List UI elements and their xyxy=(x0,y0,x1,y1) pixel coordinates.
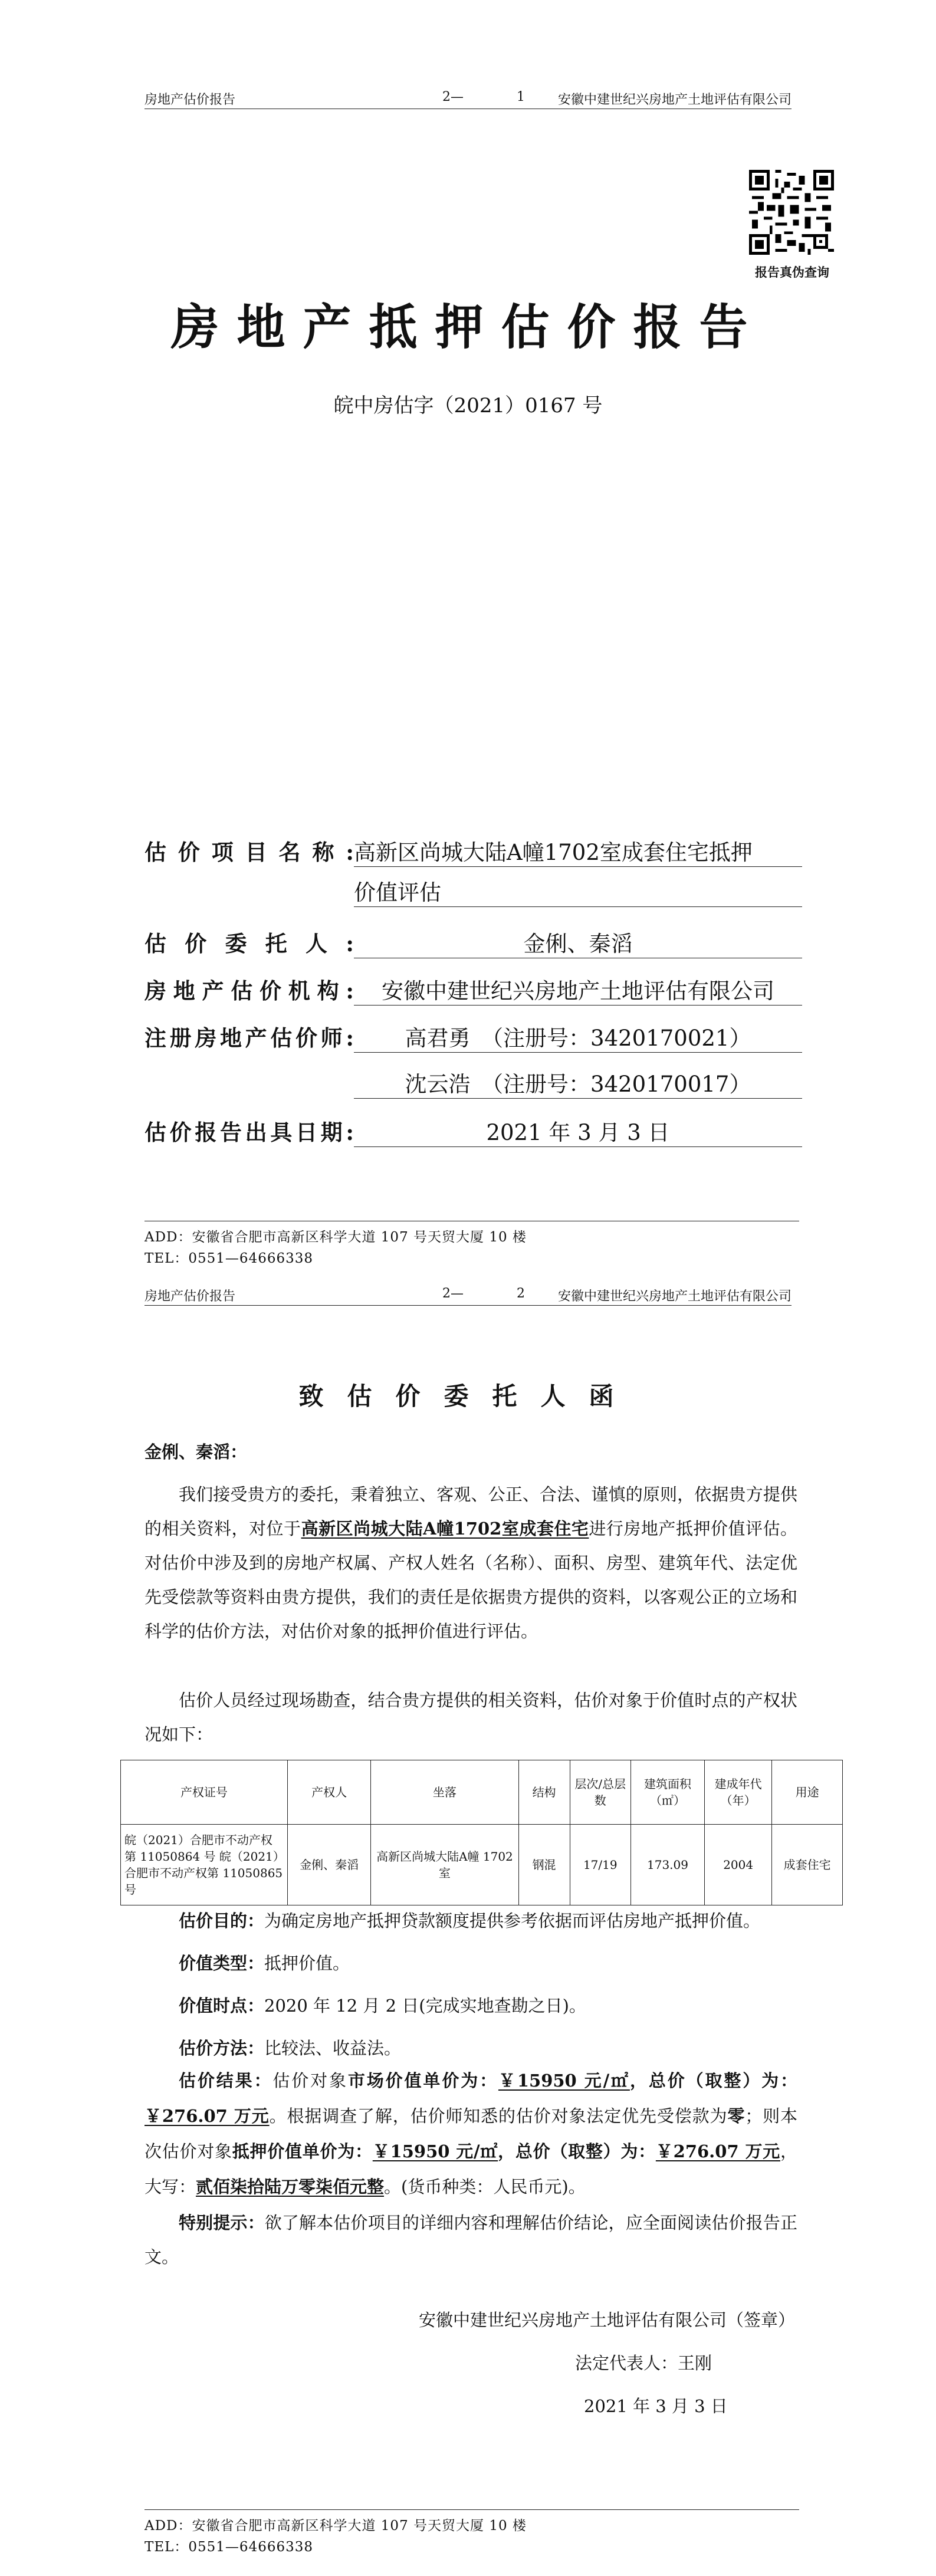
table-header-row xyxy=(121,1760,843,1825)
field-project xyxy=(144,834,802,867)
signature-date: 2021 年 3 月 3 日 xyxy=(584,2396,728,2416)
header-right: 安徽中建世纪兴房地产土地评估有限公司 xyxy=(557,93,792,107)
date-label: 估价报告出具日期: xyxy=(144,1119,354,1145)
footer xyxy=(144,1227,527,1269)
header-right: 安徽中建世纪兴房地产土地评估有限公司 xyxy=(557,1289,792,1304)
cell-location: 高新区尚城大陆A幢 1702 室 xyxy=(371,1825,518,1905)
footer xyxy=(144,2515,527,2558)
cell-cert: 皖（2021）合肥市不动产权第 11050864 号 皖（2021）合肥市不动产权第 11050865 号 xyxy=(121,1825,288,1905)
letter-title: 致估价委托人函 xyxy=(298,1382,638,1411)
table-header-cell: 坐落 xyxy=(371,1760,518,1825)
table-header-cell: 产权证号 xyxy=(121,1760,288,1825)
header-left: 房地产估价报告 xyxy=(144,93,236,107)
special-note: 特别提示：欲了解本估价项目的详细内容和理解估价结论，应全面阅读估价报告正文。 xyxy=(144,2213,797,2267)
property-rights-table xyxy=(120,1760,843,1905)
cell-year: 2004 xyxy=(705,1825,772,1905)
document-number: 皖中房估字（2021）0167 号 xyxy=(333,394,603,418)
purpose-line: 估价目的：为确定房地产抵押贷款额度提供参考依据而评估房地产抵押价值。 xyxy=(179,1911,761,1931)
value-type-line: 价值类型：抵押价值。 xyxy=(179,1953,350,1973)
project-label: 估价项目名称: xyxy=(144,839,354,865)
letter-salutation: 金俐、秦滔： xyxy=(144,1442,248,1462)
client-value: 金俐、秦滔 xyxy=(354,926,802,958)
cell-floors: 17/19 xyxy=(570,1825,630,1905)
page-header xyxy=(144,88,792,109)
table-header-cell: 层次/总层数 xyxy=(570,1760,630,1825)
footer-address: ADD：安徽省合肥市高新区科学大道 107 号天贸大厦 10 楼 xyxy=(144,1230,527,1245)
result-paragraph: 估价结果：估价对象市场价值单价为：￥15950 元/㎡，总价（取整）为：￥276.07 万元。根据调查了解，估价师知悉的估价对象法定优先受偿款为零；则本次估价对象抵押价值单价为：￥15950 元/㎡，总价（取整）为：￥276.07 万元，大写：贰佰柒拾陆万零柒佰元整。(货币种类：人民币元)。 xyxy=(144,2071,797,2197)
project-value-line2: 价值评估 xyxy=(354,875,802,907)
cell-owner: 金俐、秦滔 xyxy=(287,1825,370,1905)
field-date xyxy=(144,1115,802,1147)
footer-tel: TEL：0551—64666338 xyxy=(144,1251,314,1266)
field-client xyxy=(144,926,802,958)
table-header-cell: 产权人 xyxy=(287,1760,370,1825)
appraiser-label: 注册房地产估价师: xyxy=(144,1025,354,1051)
cell-use: 成套住宅 xyxy=(772,1825,843,1905)
date-value: 2021 年 3 月 3 日 xyxy=(354,1115,802,1147)
project-value: 高新区尚城大陆A幢1702室成套住宅抵押 xyxy=(354,834,802,867)
cell-area: 173.09 xyxy=(630,1825,704,1905)
table-header-cell: 用途 xyxy=(772,1760,843,1825)
property-address: 高新区尚城大陆A幢1702室成套住宅 xyxy=(301,1519,589,1539)
report-title: 房地产抵押估价报告 xyxy=(170,299,766,356)
qr-caption: 报告真伪查询 xyxy=(755,265,829,280)
table-header-cell: 建筑面积（㎡） xyxy=(630,1760,704,1825)
footer-address: ADD：安徽省合肥市高新区科学大道 107 号天贸大厦 10 楼 xyxy=(144,2518,527,2534)
agency-label: 房地产估价机构: xyxy=(144,978,354,1004)
letter-paragraph-2: 估价人员经过现场勘查，结合贵方提供的相关资料，估价对象于价值时点的产权状况如下： xyxy=(144,1690,797,1744)
footer-tel: TEL：0551—64666338 xyxy=(144,2539,314,2555)
signature-company: 安徽中建世纪兴房地产土地评估有限公司（签章） xyxy=(419,2310,796,2330)
appraiser-1: 高君勇 （注册号：3420170021） xyxy=(354,1020,802,1053)
cell-structure: 钢混 xyxy=(518,1825,570,1905)
value-date-line: 价值时点：2020 年 12 月 2 日(完成实地查勘之日)。 xyxy=(179,1996,586,2016)
agency-value: 安徽中建世纪兴房地产土地评估有限公司 xyxy=(354,973,802,1006)
table-header-cell: 建成年代（年） xyxy=(705,1760,772,1825)
method-line: 估价方法：比较法、收益法。 xyxy=(179,2038,402,2058)
letter-paragraph-1: 我们接受贵方的委托，秉着独立、客观、公正、合法、谨慎的原则，依据贵方提供的相关资料，对位于高新区尚城大陆A幢1702室成套住宅进行房地产抵押价值评估。对估价中涉及到的房地产权属、产权人姓名（名称）、面积、房型、建筑年代、法定优先受偿款等资料由贵方提供，我们的责任是依据贵方提供的资料，以客观公正的立场和科学的估价方法，对估价对象的抵押价值进行评估。 xyxy=(144,1484,797,1641)
table-row xyxy=(121,1825,843,1905)
field-agency xyxy=(144,973,802,1006)
appraiser-2: 沈云浩 （注册号：3420170017） xyxy=(354,1066,802,1099)
page-header xyxy=(144,1285,792,1306)
header-left: 房地产估价报告 xyxy=(144,1289,236,1304)
table-header-cell: 结构 xyxy=(518,1760,570,1825)
client-label: 估价委托人: xyxy=(144,931,354,957)
signature-representative: 法定代表人：王刚 xyxy=(575,2353,712,2373)
header-page-number: 2— 2 xyxy=(442,1286,525,1301)
qr-code-icon xyxy=(749,170,834,255)
field-appraiser xyxy=(144,1020,802,1053)
header-page-number: 2— 1 xyxy=(442,90,525,104)
footer-rule xyxy=(144,2509,799,2510)
